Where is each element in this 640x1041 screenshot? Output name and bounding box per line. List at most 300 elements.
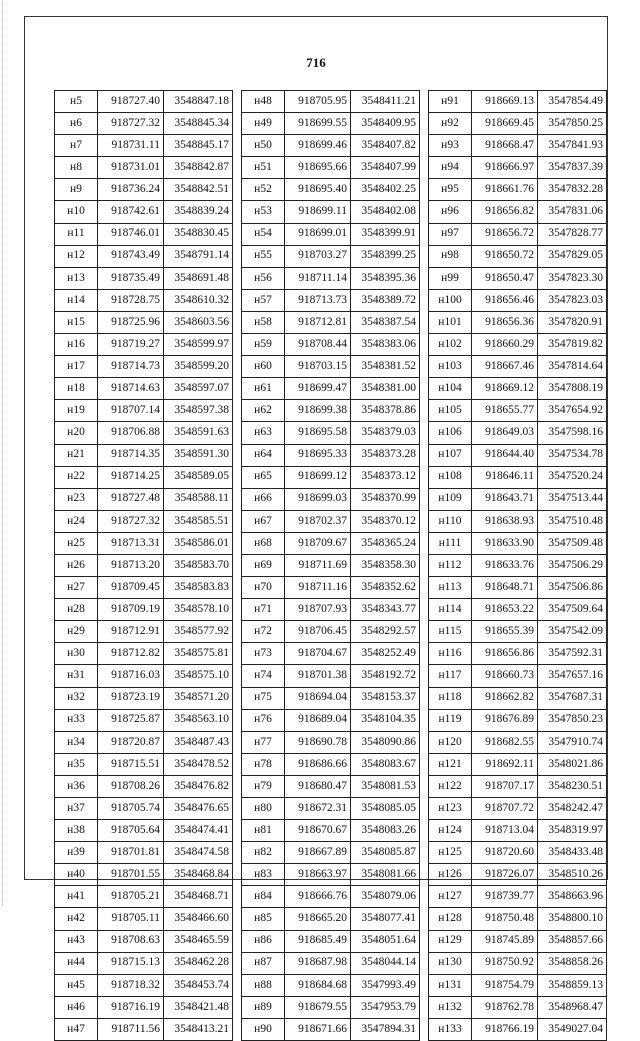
table-row: [242, 820, 420, 842]
x-coordinate-cell: 918715.13: [98, 952, 164, 974]
x-coordinate-cell: 918711.69: [285, 554, 351, 576]
table-row: [429, 908, 607, 930]
y-coordinate-cell: 3547831.06: [538, 201, 607, 223]
table-row: [242, 356, 420, 378]
point-id-cell: н102: [429, 334, 472, 356]
y-coordinate-cell: 3548510.26: [538, 864, 607, 886]
table-row: [55, 400, 233, 422]
x-coordinate-cell: 918672.31: [285, 798, 351, 820]
x-coordinate-cell: 918699.12: [285, 466, 351, 488]
x-coordinate-cell: 918712.82: [98, 643, 164, 665]
y-coordinate-cell: 3548192.72: [351, 665, 420, 687]
x-coordinate-cell: 918668.47: [472, 135, 538, 157]
x-coordinate-cell: 918728.75: [98, 289, 164, 311]
y-coordinate-cell: 3548292.57: [351, 621, 420, 643]
y-coordinate-cell: 3548842.51: [164, 179, 233, 201]
point-id-cell: н131: [429, 974, 472, 996]
table-row: [429, 842, 607, 864]
table-row: [242, 996, 420, 1018]
x-coordinate-cell: 918723.19: [98, 687, 164, 709]
y-coordinate-cell: 3548389.72: [351, 289, 420, 311]
table-row: [55, 996, 233, 1018]
table-row: [242, 798, 420, 820]
y-coordinate-cell: 3547823.30: [538, 267, 607, 289]
coordinate-table: [241, 90, 420, 1041]
y-coordinate-cell: 3548379.03: [351, 422, 420, 444]
table-row: [55, 952, 233, 974]
point-id-cell: н87: [242, 952, 285, 974]
x-coordinate-cell: 918665.20: [285, 908, 351, 930]
table-row: [242, 952, 420, 974]
point-id-cell: н118: [429, 687, 472, 709]
point-id-cell: н22: [55, 466, 98, 488]
table-row: [429, 974, 607, 996]
table-row: [55, 356, 233, 378]
point-id-cell: н10: [55, 201, 98, 223]
x-coordinate-cell: 918686.66: [285, 753, 351, 775]
point-id-cell: н49: [242, 113, 285, 135]
x-coordinate-cell: 918727.32: [98, 510, 164, 532]
y-coordinate-cell: 3548462.28: [164, 952, 233, 974]
table-row: [242, 908, 420, 930]
point-id-cell: н101: [429, 311, 472, 333]
x-coordinate-cell: 918699.03: [285, 488, 351, 510]
table-row: [429, 378, 607, 400]
y-coordinate-cell: 3548691.48: [164, 267, 233, 289]
table-row: [429, 422, 607, 444]
y-coordinate-cell: 3547534.78: [538, 444, 607, 466]
table-row: [55, 930, 233, 952]
x-coordinate-cell: 918727.40: [98, 91, 164, 113]
y-coordinate-cell: 3548842.87: [164, 157, 233, 179]
point-id-cell: н23: [55, 488, 98, 510]
y-coordinate-cell: 3547953.79: [351, 996, 420, 1018]
point-id-cell: н108: [429, 466, 472, 488]
x-coordinate-cell: 918708.26: [98, 775, 164, 797]
table-row: [242, 1018, 420, 1040]
point-id-cell: н128: [429, 908, 472, 930]
y-coordinate-cell: 3548085.05: [351, 798, 420, 820]
table-row: [55, 621, 233, 643]
point-id-cell: н17: [55, 356, 98, 378]
point-id-cell: н41: [55, 886, 98, 908]
y-coordinate-cell: 3548575.81: [164, 643, 233, 665]
x-coordinate-cell: 918716.19: [98, 996, 164, 1018]
x-coordinate-cell: 918746.01: [98, 223, 164, 245]
x-coordinate-cell: 918669.12: [472, 378, 538, 400]
y-coordinate-cell: 3548591.63: [164, 422, 233, 444]
y-coordinate-cell: 3548800.10: [538, 908, 607, 930]
table-row: [242, 775, 420, 797]
y-coordinate-cell: 3547592.31: [538, 643, 607, 665]
point-id-cell: н83: [242, 864, 285, 886]
y-coordinate-cell: 3548381.52: [351, 356, 420, 378]
x-coordinate-cell: 918699.47: [285, 378, 351, 400]
point-id-cell: н15: [55, 311, 98, 333]
x-coordinate-cell: 918713.31: [98, 532, 164, 554]
point-id-cell: н117: [429, 665, 472, 687]
point-id-cell: н65: [242, 466, 285, 488]
point-id-cell: н32: [55, 687, 98, 709]
y-coordinate-cell: 3548343.77: [351, 599, 420, 621]
table-row: [242, 554, 420, 576]
y-coordinate-cell: 3548453.74: [164, 974, 233, 996]
table-row: [242, 577, 420, 599]
x-coordinate-cell: 918643.71: [472, 488, 538, 510]
x-coordinate-cell: 918714.63: [98, 378, 164, 400]
table-row: [429, 510, 607, 532]
table-row: [55, 422, 233, 444]
x-coordinate-cell: 918708.63: [98, 930, 164, 952]
x-coordinate-cell: 918669.45: [472, 113, 538, 135]
table-row: [429, 311, 607, 333]
table-row: [242, 135, 420, 157]
table-row: [242, 621, 420, 643]
y-coordinate-cell: 3548468.84: [164, 864, 233, 886]
x-coordinate-cell: 918707.72: [472, 798, 538, 820]
y-coordinate-cell: 3548413.21: [164, 1018, 233, 1040]
point-id-cell: н72: [242, 621, 285, 643]
y-coordinate-cell: 3548578.10: [164, 599, 233, 621]
x-coordinate-cell: 918646.11: [472, 466, 538, 488]
table-row: [429, 599, 607, 621]
x-coordinate-cell: 918712.91: [98, 621, 164, 643]
y-coordinate-cell: 3548583.70: [164, 554, 233, 576]
point-id-cell: н37: [55, 798, 98, 820]
table-row: [55, 687, 233, 709]
y-coordinate-cell: 3548663.96: [538, 886, 607, 908]
table-row: [55, 864, 233, 886]
x-coordinate-cell: 918712.81: [285, 311, 351, 333]
y-coordinate-cell: 3547808.19: [538, 378, 607, 400]
y-coordinate-cell: 3548474.58: [164, 842, 233, 864]
point-id-cell: н54: [242, 223, 285, 245]
x-coordinate-cell: 918713.73: [285, 289, 351, 311]
x-coordinate-cell: 918687.98: [285, 952, 351, 974]
table-row: [55, 532, 233, 554]
table-row: [242, 378, 420, 400]
table-row: [429, 952, 607, 974]
x-coordinate-cell: 918735.49: [98, 267, 164, 289]
table-row: [242, 753, 420, 775]
table-row: [429, 709, 607, 731]
y-coordinate-cell: 3547657.16: [538, 665, 607, 687]
x-coordinate-cell: 918701.81: [98, 842, 164, 864]
table-row: [242, 709, 420, 731]
point-id-cell: н56: [242, 267, 285, 289]
x-coordinate-cell: 918705.74: [98, 798, 164, 820]
y-coordinate-cell: 3547993.49: [351, 974, 420, 996]
x-coordinate-cell: 918725.87: [98, 709, 164, 731]
x-coordinate-cell: 918703.27: [285, 245, 351, 267]
x-coordinate-cell: 918679.55: [285, 996, 351, 1018]
point-id-cell: н74: [242, 665, 285, 687]
table-row: [242, 510, 420, 532]
point-id-cell: н123: [429, 798, 472, 820]
x-coordinate-cell: 918707.14: [98, 400, 164, 422]
coordinate-table: [428, 90, 607, 1041]
table-row: [55, 665, 233, 687]
y-coordinate-cell: 3548859.13: [538, 974, 607, 996]
y-coordinate-cell: 3548468.71: [164, 886, 233, 908]
point-id-cell: н26: [55, 554, 98, 576]
table-row: [242, 91, 420, 113]
table-row: [242, 400, 420, 422]
table-row: [55, 466, 233, 488]
point-id-cell: н120: [429, 731, 472, 753]
point-id-cell: н13: [55, 267, 98, 289]
table-row: [429, 1018, 607, 1040]
point-id-cell: н39: [55, 842, 98, 864]
point-id-cell: н122: [429, 775, 472, 797]
table-row: [242, 422, 420, 444]
point-id-cell: н94: [429, 157, 472, 179]
y-coordinate-cell: 3548407.82: [351, 135, 420, 157]
x-coordinate-cell: 918754.79: [472, 974, 538, 996]
x-coordinate-cell: 918766.19: [472, 1018, 538, 1040]
point-id-cell: н11: [55, 223, 98, 245]
table-row: [242, 864, 420, 886]
x-coordinate-cell: 918731.01: [98, 157, 164, 179]
table-row: [429, 577, 607, 599]
table-row: [429, 223, 607, 245]
x-coordinate-cell: 918682.55: [472, 731, 538, 753]
x-coordinate-cell: 918715.51: [98, 753, 164, 775]
table-row: [242, 289, 420, 311]
x-coordinate-cell: 918692.11: [472, 753, 538, 775]
x-coordinate-cell: 918705.21: [98, 886, 164, 908]
x-coordinate-cell: 918667.89: [285, 842, 351, 864]
page-edge-marks: [2, 0, 7, 905]
y-coordinate-cell: 3548845.34: [164, 113, 233, 135]
x-coordinate-cell: 918719.27: [98, 334, 164, 356]
y-coordinate-cell: 3548599.97: [164, 334, 233, 356]
y-coordinate-cell: 3548433.48: [538, 842, 607, 864]
table-row: [55, 775, 233, 797]
point-id-cell: н69: [242, 554, 285, 576]
x-coordinate-cell: 918667.46: [472, 356, 538, 378]
y-coordinate-cell: 3548370.99: [351, 488, 420, 510]
table-row: [55, 643, 233, 665]
table-row: [429, 621, 607, 643]
x-coordinate-cell: 918670.67: [285, 820, 351, 842]
table-row: [429, 334, 607, 356]
y-coordinate-cell: 3548563.10: [164, 709, 233, 731]
point-id-cell: н111: [429, 532, 472, 554]
point-id-cell: н46: [55, 996, 98, 1018]
table-row: [55, 1018, 233, 1040]
table-row: [55, 731, 233, 753]
x-coordinate-cell: 918704.67: [285, 643, 351, 665]
y-coordinate-cell: 3548079.06: [351, 886, 420, 908]
x-coordinate-cell: 918660.73: [472, 665, 538, 687]
point-id-cell: н70: [242, 577, 285, 599]
y-coordinate-cell: 3548409.95: [351, 113, 420, 135]
table-row: [55, 577, 233, 599]
y-coordinate-cell: 3547513.44: [538, 488, 607, 510]
y-coordinate-cell: 3548083.26: [351, 820, 420, 842]
table-row: [429, 775, 607, 797]
y-coordinate-cell: 3548591.30: [164, 444, 233, 466]
x-coordinate-cell: 918660.29: [472, 334, 538, 356]
point-id-cell: н84: [242, 886, 285, 908]
y-coordinate-cell: 3548465.59: [164, 930, 233, 952]
point-id-cell: н80: [242, 798, 285, 820]
point-id-cell: н90: [242, 1018, 285, 1040]
table-row: [55, 709, 233, 731]
table-row: [55, 908, 233, 930]
table-row: [429, 356, 607, 378]
y-coordinate-cell: 3547506.86: [538, 577, 607, 599]
x-coordinate-cell: 918711.14: [285, 267, 351, 289]
point-id-cell: н119: [429, 709, 472, 731]
y-coordinate-cell: 3547509.64: [538, 599, 607, 621]
y-coordinate-cell: 3547510.48: [538, 510, 607, 532]
table-row: [429, 289, 607, 311]
x-coordinate-cell: 918714.73: [98, 356, 164, 378]
x-coordinate-cell: 918656.46: [472, 289, 538, 311]
x-coordinate-cell: 918650.72: [472, 245, 538, 267]
y-coordinate-cell: 3548381.00: [351, 378, 420, 400]
x-coordinate-cell: 918638.93: [472, 510, 538, 532]
x-coordinate-cell: 918695.66: [285, 157, 351, 179]
y-coordinate-cell: 3548230.51: [538, 775, 607, 797]
point-id-cell: н7: [55, 135, 98, 157]
table-row: [429, 996, 607, 1018]
point-id-cell: н20: [55, 422, 98, 444]
point-id-cell: н92: [429, 113, 472, 135]
table-row: [242, 599, 420, 621]
y-coordinate-cell: 3548610.32: [164, 289, 233, 311]
table-row: [429, 91, 607, 113]
y-coordinate-cell: 3548021.86: [538, 753, 607, 775]
y-coordinate-cell: 3548090.86: [351, 731, 420, 753]
table-row: [55, 245, 233, 267]
table-row: [429, 731, 607, 753]
point-id-cell: н43: [55, 930, 98, 952]
y-coordinate-cell: 3548830.45: [164, 223, 233, 245]
point-id-cell: н121: [429, 753, 472, 775]
x-coordinate-cell: 918720.87: [98, 731, 164, 753]
y-coordinate-cell: 3547829.05: [538, 245, 607, 267]
table-row: [429, 665, 607, 687]
y-coordinate-cell: 3548242.47: [538, 798, 607, 820]
table-row: [429, 267, 607, 289]
point-id-cell: н9: [55, 179, 98, 201]
point-id-cell: н29: [55, 621, 98, 643]
table-row: [429, 643, 607, 665]
x-coordinate-cell: 918655.77: [472, 400, 538, 422]
x-coordinate-cell: 918680.47: [285, 775, 351, 797]
x-coordinate-cell: 918714.25: [98, 466, 164, 488]
point-id-cell: н6: [55, 113, 98, 135]
table-row: [242, 179, 420, 201]
point-id-cell: н93: [429, 135, 472, 157]
table-row: [55, 311, 233, 333]
y-coordinate-cell: 3548077.41: [351, 908, 420, 930]
table-row: [429, 798, 607, 820]
y-coordinate-cell: 3547820.91: [538, 311, 607, 333]
x-coordinate-cell: 918669.13: [472, 91, 538, 113]
x-coordinate-cell: 918706.88: [98, 422, 164, 444]
point-id-cell: н124: [429, 820, 472, 842]
point-id-cell: н51: [242, 157, 285, 179]
x-coordinate-cell: 918699.01: [285, 223, 351, 245]
table-row: [242, 334, 420, 356]
y-coordinate-cell: 3548476.65: [164, 798, 233, 820]
point-id-cell: н106: [429, 422, 472, 444]
y-coordinate-cell: 3547854.49: [538, 91, 607, 113]
point-id-cell: н75: [242, 687, 285, 709]
y-coordinate-cell: 3548399.25: [351, 245, 420, 267]
y-coordinate-cell: 3548081.66: [351, 864, 420, 886]
x-coordinate-cell: 918633.76: [472, 554, 538, 576]
point-id-cell: н109: [429, 488, 472, 510]
y-coordinate-cell: 3548085.87: [351, 842, 420, 864]
y-coordinate-cell: 3547814.64: [538, 356, 607, 378]
point-id-cell: н105: [429, 400, 472, 422]
point-id-cell: н24: [55, 510, 98, 532]
x-coordinate-cell: 918671.66: [285, 1018, 351, 1040]
x-coordinate-cell: 918727.32: [98, 113, 164, 135]
y-coordinate-cell: 3548476.82: [164, 775, 233, 797]
point-id-cell: н19: [55, 400, 98, 422]
x-coordinate-cell: 918716.03: [98, 665, 164, 687]
table-row: [55, 798, 233, 820]
y-coordinate-cell: 3548402.25: [351, 179, 420, 201]
y-coordinate-cell: 3548478.52: [164, 753, 233, 775]
x-coordinate-cell: 918644.40: [472, 444, 538, 466]
y-coordinate-cell: 3548589.05: [164, 466, 233, 488]
y-coordinate-cell: 3547894.31: [351, 1018, 420, 1040]
point-id-cell: н31: [55, 665, 98, 687]
y-coordinate-cell: 3548487.43: [164, 731, 233, 753]
y-coordinate-cell: 3548319.97: [538, 820, 607, 842]
point-id-cell: н114: [429, 599, 472, 621]
point-id-cell: н35: [55, 753, 98, 775]
table-row: [55, 113, 233, 135]
point-id-cell: н27: [55, 577, 98, 599]
table-row: [55, 91, 233, 113]
point-id-cell: н82: [242, 842, 285, 864]
table-row: [429, 466, 607, 488]
point-id-cell: н116: [429, 643, 472, 665]
x-coordinate-cell: 918709.19: [98, 599, 164, 621]
x-coordinate-cell: 918663.97: [285, 864, 351, 886]
x-coordinate-cell: 918725.96: [98, 311, 164, 333]
point-id-cell: н67: [242, 510, 285, 532]
x-coordinate-cell: 918633.90: [472, 532, 538, 554]
y-coordinate-cell: 3547832.28: [538, 179, 607, 201]
point-id-cell: н38: [55, 820, 98, 842]
point-id-cell: н133: [429, 1018, 472, 1040]
table-row: [55, 179, 233, 201]
point-id-cell: н127: [429, 886, 472, 908]
x-coordinate-cell: 918750.48: [472, 908, 538, 930]
point-id-cell: н96: [429, 201, 472, 223]
y-coordinate-cell: 3548845.17: [164, 135, 233, 157]
y-coordinate-cell: 3548358.30: [351, 554, 420, 576]
point-id-cell: н62: [242, 400, 285, 422]
y-coordinate-cell: 3548599.20: [164, 356, 233, 378]
y-coordinate-cell: 3547542.09: [538, 621, 607, 643]
y-coordinate-cell: 3547509.48: [538, 532, 607, 554]
table-row: [242, 466, 420, 488]
y-coordinate-cell: 3548421.48: [164, 996, 233, 1018]
x-coordinate-cell: 918701.55: [98, 864, 164, 886]
point-id-cell: н5: [55, 91, 98, 113]
table-row: [55, 201, 233, 223]
